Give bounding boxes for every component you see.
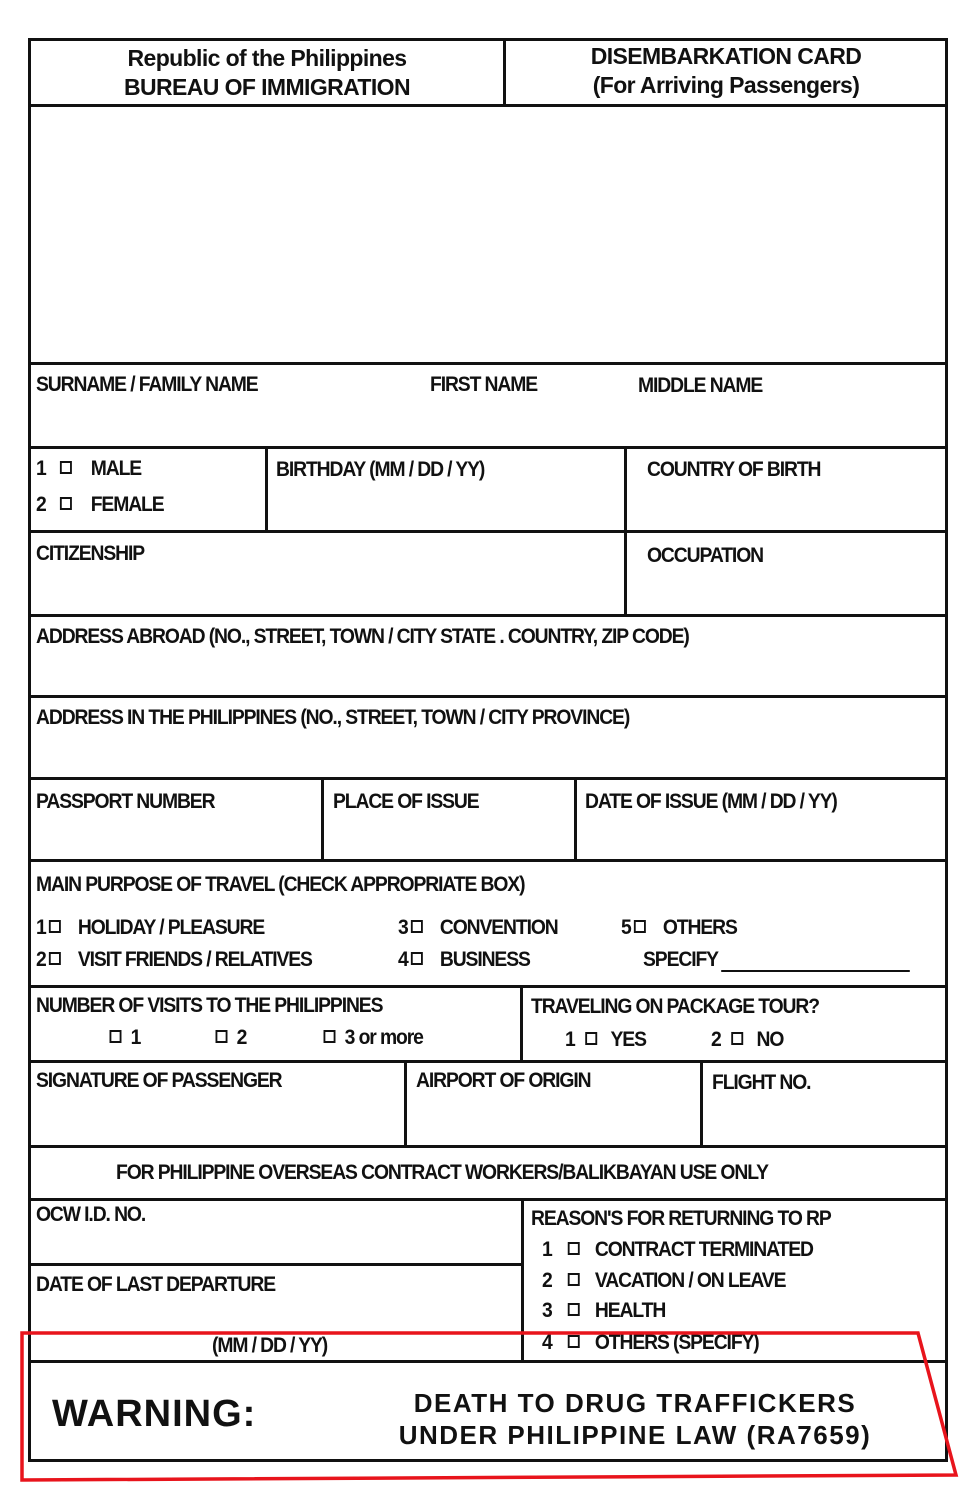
divider [28,859,948,862]
package-tour-title: TRAVELING ON PACKAGE TOUR? [531,995,819,1018]
divider [624,446,627,616]
occupation-input[interactable] [647,574,941,612]
divider [520,985,523,1062]
package-tour-no[interactable]: 2 NO [711,1028,784,1051]
divider [28,362,948,365]
agency-header [31,44,503,102]
checkbox-reason-others[interactable] [568,1335,580,1348]
surname-label: SURNAME / FAMILY NAME [36,373,258,396]
divider [700,1060,703,1147]
date-format-hint: (MM / DD / YY) [212,1334,328,1357]
sex-option-male[interactable]: 1 MALE [36,457,142,480]
purpose-specify: SPECIFY [643,948,910,972]
purpose-option-others[interactable]: 5 OTHERS [621,916,737,939]
flight-no-input[interactable] [712,1100,944,1142]
card-title-main: DISEMBARKATION CARD [590,43,862,69]
reasons-title: REASON'S FOR RETURNING TO RP [531,1207,831,1230]
country-of-birth-label: COUNTRY OF BIRTH [647,458,821,481]
reason-health[interactable]: 3 HEALTH [542,1299,666,1322]
divider [28,695,948,698]
divider [404,1060,407,1147]
first-name-input[interactable] [430,405,634,443]
purpose-title: MAIN PURPOSE OF TRAVEL (CHECK APPROPRIATE BOX) [36,873,525,896]
country-of-birth-input[interactable] [647,490,941,528]
passport-number-input[interactable] [36,820,320,858]
divider [321,777,324,861]
signature-label: SIGNATURE OF PASSENGER [36,1069,282,1092]
checkbox-visit[interactable] [49,952,61,965]
checkbox-vacation[interactable] [568,1273,580,1286]
date-of-issue-input[interactable] [585,820,939,858]
purpose-option-convention[interactable]: 3 CONVENTION [398,916,558,939]
ocw-id-label: OCW I.D. NO. [36,1203,146,1226]
birthday-label: BIRTHDAY (MM / DD / YY) [276,458,485,481]
header-bureau: BUREAU OF IMMIGRATION [124,74,410,100]
divider [28,1145,948,1148]
warning-message [340,1387,930,1451]
signature-input[interactable] [36,1100,400,1142]
specify-line[interactable] [722,952,911,972]
divider [28,614,948,617]
purpose-option-holiday[interactable]: 1 HOLIDAY / PLEASURE [36,916,265,939]
checkbox-business[interactable] [411,952,423,965]
visits-option-3-or-more[interactable]: 3 or more [318,1026,423,1050]
visits-option-2[interactable]: 2 [210,1026,246,1050]
divider [521,1198,524,1362]
birthday-input[interactable] [276,490,620,528]
ofw-banner: FOR PHILIPPINE OVERSEAS CONTRACT WORKERS/BALIKBAYAN USE ONLY [116,1161,768,1184]
checkbox-contract-terminated[interactable] [568,1242,580,1255]
place-of-issue-input[interactable] [333,820,573,858]
visits-title: NUMBER OF VISITS TO THE PHILIPPINES [36,994,383,1017]
airport-of-origin-label: AIRPORT OF ORIGIN [416,1069,591,1092]
reason-others[interactable]: 4 OTHERS (SPECIFY) [542,1331,759,1354]
middle-name-input[interactable] [638,405,942,443]
reason-contract-terminated[interactable]: 1 CONTRACT TERMINATED [542,1238,813,1261]
divider [28,446,948,449]
address-abroad-input[interactable] [36,656,940,694]
checkbox-female[interactable] [60,497,72,510]
date-last-departure-input[interactable] [36,1300,516,1330]
date-of-issue-label: DATE OF ISSUE (MM / DD / YY) [585,790,837,813]
divider [28,985,948,988]
ocw-id-input[interactable] [36,1230,516,1262]
address-ph-label: ADDRESS IN THE PHILIPPINES (NO., STREET, TOWN / CITY PROVINCE) [36,706,630,729]
citizenship-label: CITIZENSHIP [36,542,145,565]
flight-no-label: FLIGHT NO. [712,1071,811,1094]
checkbox-package-no[interactable] [732,1032,744,1045]
citizenship-input[interactable] [36,574,620,612]
card-title-sub: (For Arriving Passengers) [592,72,860,98]
occupation-label: OCCUPATION [647,544,763,567]
address-ph-input[interactable] [36,738,940,776]
package-tour-yes[interactable]: 1 YES [565,1028,646,1051]
checkbox-visits-2[interactable] [216,1030,228,1043]
header-republic: Republic of the Philippines [127,45,407,71]
first-name-label: FIRST NAME [430,373,538,396]
airport-of-origin-input[interactable] [416,1100,696,1142]
divider [28,1060,948,1063]
divider [28,1198,948,1201]
middle-name-label: MIDDLE NAME [638,374,763,397]
surname-input[interactable] [36,405,420,443]
checkbox-male[interactable] [60,461,72,474]
divider [28,530,948,533]
card-title [506,42,946,100]
address-abroad-label: ADDRESS ABROAD (NO., STREET, TOWN / CITY STATE . COUNTRY, ZIP CODE) [36,625,689,648]
place-of-issue-label: PLACE OF ISSUE [333,790,479,813]
divider [28,1360,948,1363]
divider [28,777,948,780]
passport-number-label: PASSPORT NUMBER [36,790,215,813]
checkbox-health[interactable] [568,1303,580,1316]
reason-vacation[interactable]: 2 VACATION / ON LEAVE [542,1269,786,1292]
checkbox-others[interactable] [634,920,646,933]
checkbox-package-yes[interactable] [586,1032,598,1045]
purpose-option-business[interactable]: 4 BUSINESS [398,948,530,971]
divider [265,446,268,532]
visits-option-1[interactable]: 1 [104,1026,140,1050]
purpose-option-visit[interactable]: 2 VISIT FRIENDS / RELATIVES [36,948,312,971]
checkbox-visits-1[interactable] [110,1030,122,1043]
warning-label: WARNING: [52,1393,257,1435]
warning-line-1: DEATH TO DRUG TRAFFICKERS [413,1388,857,1418]
checkbox-convention[interactable] [411,920,423,933]
blank-stamp-area [31,107,945,362]
checkbox-holiday[interactable] [49,920,61,933]
sex-option-female[interactable]: 2 FEMALE [36,493,164,516]
divider [574,777,577,861]
divider [28,1263,524,1266]
date-last-departure-label: DATE OF LAST DEPARTURE [36,1273,276,1296]
warning-line-2: UNDER PHILIPPINE LAW (RA7659) [398,1420,872,1450]
checkbox-visits-3-or-more[interactable] [324,1030,336,1043]
